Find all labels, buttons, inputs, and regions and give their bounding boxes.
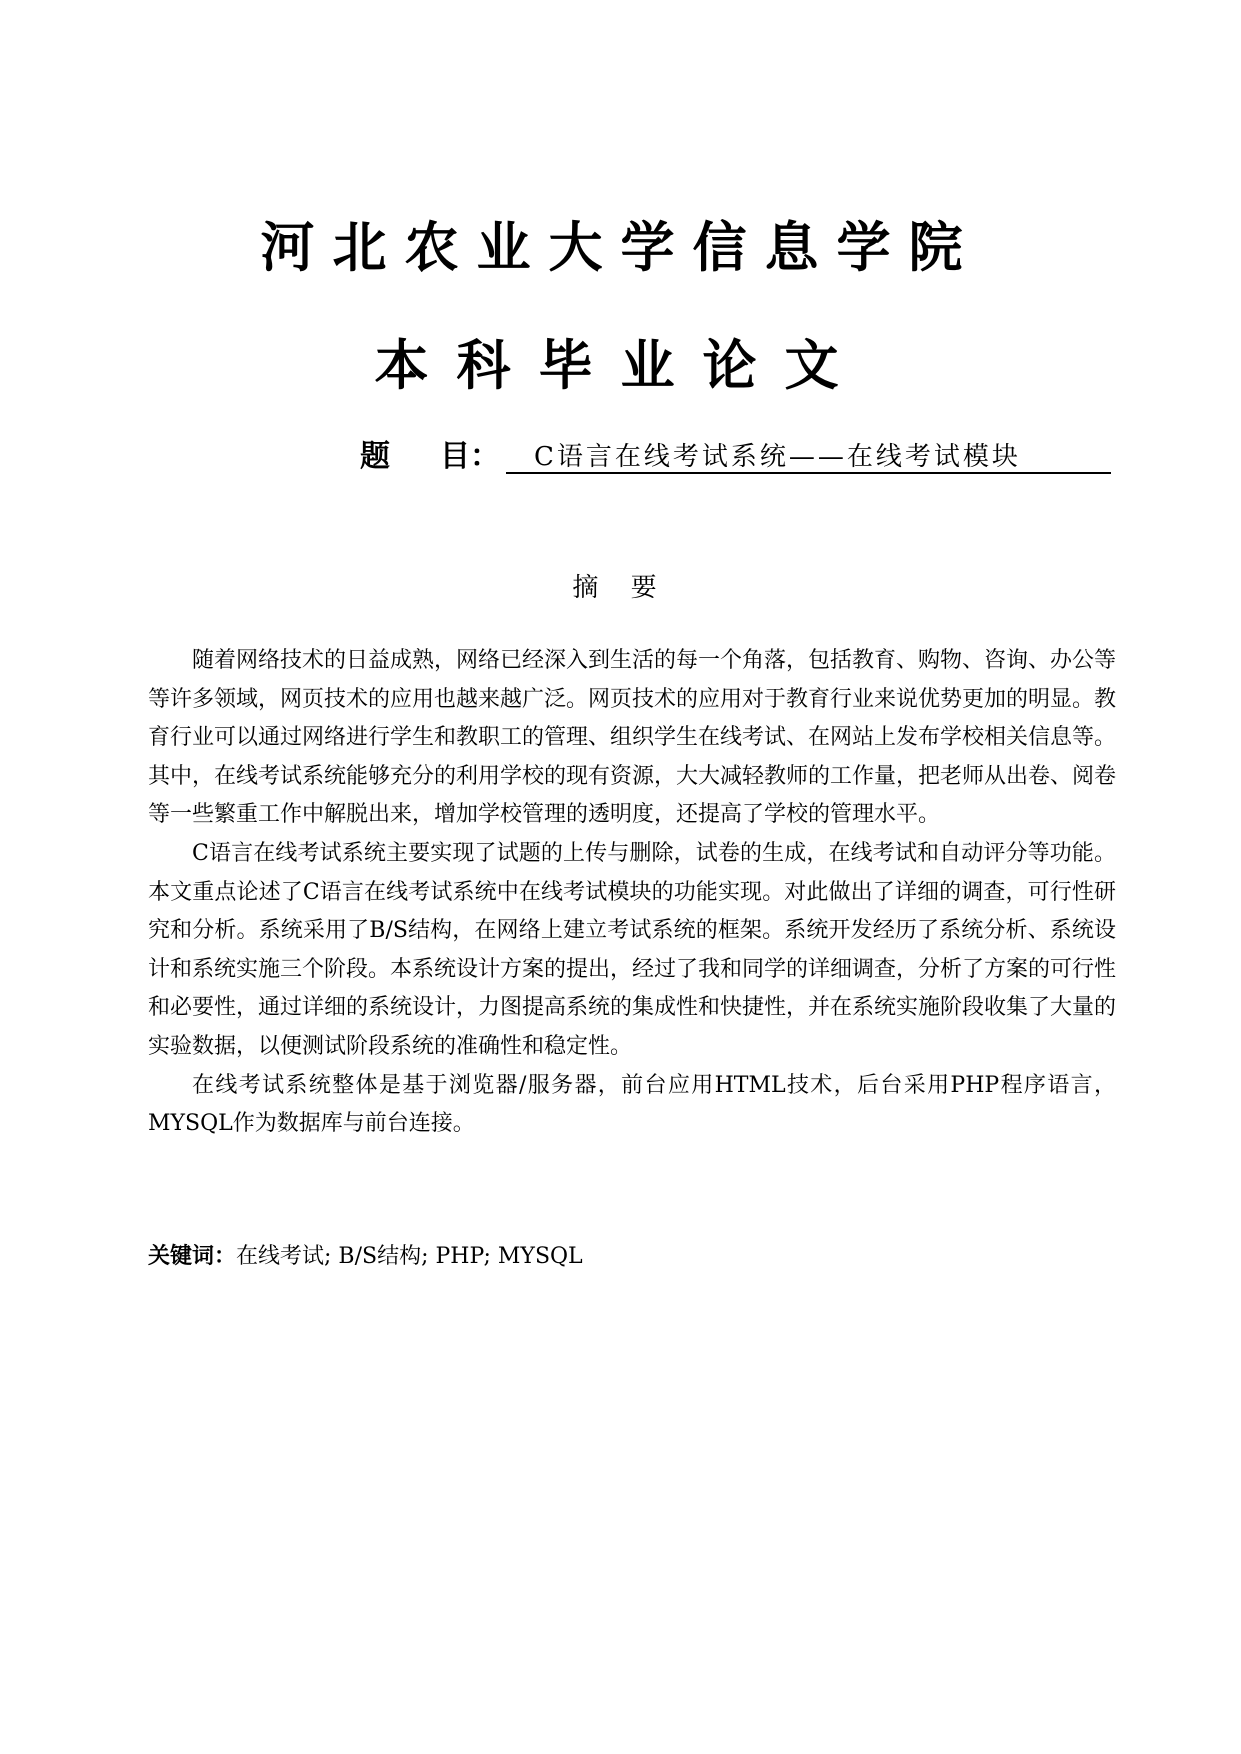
abstract-heading: 摘 要	[572, 573, 669, 603]
topic-row	[360, 437, 1120, 477]
thesis-type-title: 本科毕业论文	[374, 334, 867, 397]
topic-label-right: 目：	[440, 439, 500, 474]
abstract-paragraph: 在线考试系统整体是基于浏览器/服务器，前台应用HTML技术，后台采用PHP程序语言，MYSQL作为数据库与前台连接。	[148, 1072, 1116, 1137]
topic-value: C语言在线考试系统——在线考试模块	[506, 437, 1111, 474]
topic-label-left: 题	[360, 439, 390, 474]
topic-label	[360, 437, 500, 477]
abstract-body	[148, 642, 1116, 1144]
abstract-paragraph: 随着网络技术的日益成熟，网络已经深入到生活的每一个角落，包括教育、购物、咨询、办公等等许多领域，网页技术的应用也越来越广泛。网页技术的应用对于教育行业来说优势更加的明显。教育行业可以通过网络进行学生和教职工的管理、组织学生在线考试、在网站上发布学校相关信息等。其中，在线考试系统能够充分的利用学校的现有资源，大大减轻教师的工作量，把老师从出卷、阅卷等一些繁重工作中解脱出来，增加学校管理的透明度，还提高了学校的管理水平。	[148, 648, 1117, 828]
keywords-line	[148, 1238, 1116, 1276]
keywords-value: 在线考试; B/S结构; PHP; MYSQL	[236, 1244, 583, 1269]
keywords-label: 关键词：	[148, 1244, 237, 1269]
abstract-paragraph: C语言在线考试系统主要实现了试题的上传与删除，试卷的生成，在线考试和自动评分等功能。本文重点论述了C语言在线考试系统中在线考试模块的功能实现。对此做出了详细的调查，可行性研究和分析。系统采用了B/S结构，在网络上建立考试系统的框架。系统开发经历了系统分析、系统设计和系统实施三个阶段。本系统设计方案的提出，经过了我和同学的详细调查，分析了方案的可行性和必要性，通过详细的系统设计，力图提高系统的集成性和快捷性，并在系统实施阶段收集了大量的实验数据，以便测试阶段系统的准确性和稳定性。	[148, 840, 1117, 1059]
school-title: 河北农业大学信息学院	[260, 216, 981, 279]
